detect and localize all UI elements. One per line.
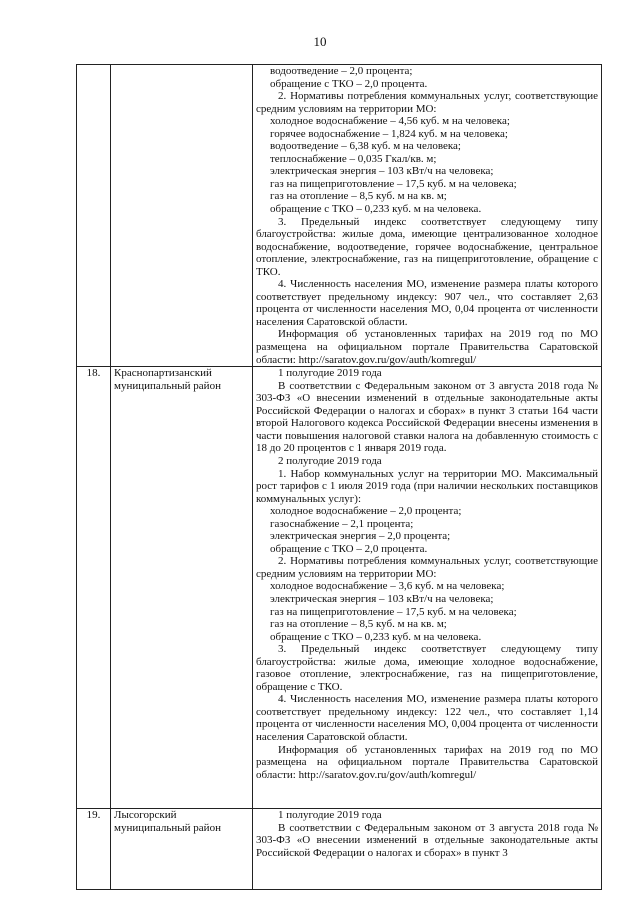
text-line: обращение с ТКО – 0,233 куб. м на человека.: [270, 630, 482, 643]
row-number: [77, 65, 111, 367]
text-line: обращение с ТКО – 2,0 процента.: [270, 542, 428, 555]
tariff-info: [253, 65, 602, 367]
text-line: электрическая энергия – 2,0 процента;: [270, 530, 451, 543]
district-name: Лысогорский муниципальный район: [111, 809, 253, 890]
text-line: водоотведение – 6,38 куб. м на человека;: [270, 140, 461, 153]
tariff-info: [253, 809, 602, 890]
row-number: 18.: [77, 367, 111, 809]
page-number: 10: [313, 34, 327, 49]
text-line: горячее водоснабжение – 1,824 куб. м на человека;: [270, 127, 508, 140]
table-row: [77, 367, 602, 809]
tariff-info: [253, 367, 602, 809]
text-line: газ на отопление – 8,5 куб. м на кв. м;: [270, 190, 447, 203]
tariff-table: [76, 64, 602, 890]
text-line: водоотведение – 2,0 процента;: [270, 65, 413, 77]
district-name: Краснопартизанский муниципальный район: [111, 367, 253, 809]
text-line: 2 полугодие 2019 года: [278, 454, 382, 467]
text-line: 1 полугодие 2019 года: [278, 809, 382, 822]
text-line: холодное водоснабжение – 4,56 куб. м на человека;: [270, 115, 510, 128]
district-name: [111, 65, 253, 367]
text-line: Информация об установленных тарифах на 2019 год по МО размещена на официальном портале Правительства Саратовской области: http://saratov.gov.ru/gov/auth/komregul/: [256, 743, 598, 781]
text-line: газ на пищеприготовление – 17,5 куб. м на человека;: [270, 177, 517, 190]
text-line: газоснабжение – 2,1 процента;: [270, 517, 414, 530]
text-line: обращение с ТКО – 2,0 процента.: [270, 77, 428, 90]
text-line: 2. Нормативы потребления коммунальных услуг, соответствующие средним условиям на территории МО:: [256, 555, 598, 580]
text-line: электрическая энергия – 103 кВт/ч на человека;: [270, 592, 494, 605]
table-row: [77, 809, 602, 890]
table-row: [77, 65, 602, 367]
text-line: холодное водоснабжение – 3,6 куб. м на человека;: [270, 580, 505, 593]
text-line: 1 полугодие 2019 года: [278, 367, 382, 380]
row-number: 19.: [77, 809, 111, 890]
text-line: газ на отопление – 8,5 куб. м на кв. м;: [270, 618, 447, 631]
text-line: 4. Численность населения МО, изменение размера платы которого соответствует предельному индексу: 907 чел., что составляет 2,63 процента от численности населения МО, 0,04 процента от численности населения Саратовской области.: [256, 278, 598, 328]
text-line: холодное водоснабжение – 2,0 процента;: [270, 505, 462, 518]
text-line: обращение с ТКО – 0,233 куб. м на человека.: [270, 203, 482, 216]
text-line: 3. Предельный индекс соответствует следующему типу благоустройства: жилые дома, имеющие холодное водоснабжение, газовое отопление, электроснабжение, газ на пищеприготовление, обращение с ТКО.: [256, 643, 598, 693]
text-line: 3. Предельный индекс соответствует следующему типу благоустройства: жилые дома, имеющие централизованное холодное водоснабжение, водоотведение, горячее водоснабжение, центральное отопление, электроснабжение, газ на пищеприготовление, обращение с ТКО.: [256, 215, 598, 278]
tariff-table-body: [77, 65, 602, 890]
text-line: 2. Нормативы потребления коммунальных услуг, соответствующие средним условиям на территории МО:: [256, 90, 598, 115]
text-line: 1. Набор коммунальных услуг на территории МО. Максимальный рост тарифов с 1 июля 2019 года (при наличии нескольких поставщиков коммунальных услуг):: [256, 467, 598, 505]
text-line: В соответствии с Федеральным законом от 3 августа 2018 года № 303-ФЗ «О внесении изменений в отдельные законодательные акты Российской Федерации о налогах и сборах» в пункт 3 статьи 164 части второй Налогового кодекса Российской Федерации внесены изменения в части повышения налоговой ставки налога на добавленную стоимость с 18 до 20 процентов с 1 января 2019 года.: [256, 379, 598, 455]
text-line: В соответствии с Федеральным законом от 3 августа 2018 года № 303-ФЗ «О внесении изменений в отдельные законодательные акты Российской Федерации о налогах и сборах» в пункт 3: [256, 821, 598, 859]
text-line: 4. Численность населения МО, изменение размера платы которого соответствует предельному индексу: 122 чел., что составляет 1,14 процента от численности населения МО, 0,004 процента от численности населения Саратовской области.: [256, 693, 598, 743]
text-line: Информация об установленных тарифах на 2019 год по МО размещена на официальном портале Правительства Саратовской области: http://saratov.gov.ru/gov/auth/komregul/: [256, 328, 598, 366]
text-line: электрическая энергия – 103 кВт/ч на человека;: [270, 165, 494, 178]
text-line: газ на пищеприготовление – 17,5 куб. м на человека;: [270, 605, 517, 618]
text-line: теплоснабжение – 0,035 Гкал/кв. м;: [270, 152, 437, 165]
